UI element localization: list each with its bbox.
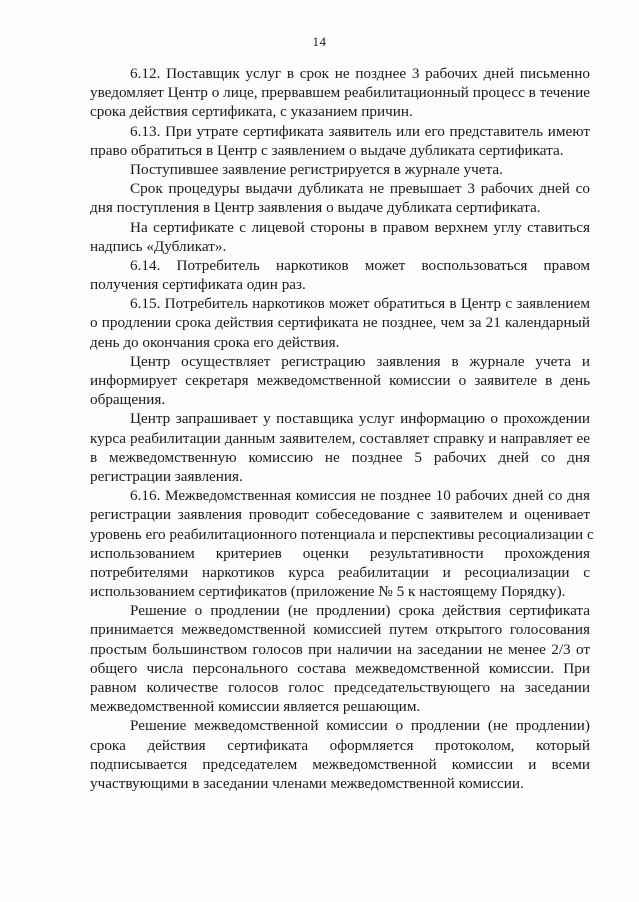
- text-line: 6.13. При утрате сертификата заявитель или его представитель имеют: [130, 122, 590, 140]
- text-line: уведомляет Центр о лице, прервавшем реабилитационный процесс в течение: [90, 84, 590, 102]
- text-line: день до окончания срока его действия.: [90, 333, 340, 351]
- text-line: дня поступления в Центр заявления о выдаче дубликата сертификата.: [90, 199, 541, 217]
- text-line: использованием сертификатов (приложение № 5 к настоящему Порядку).: [90, 583, 566, 601]
- text-line: Центр осуществляет регистрацию заявления в журнале учета и: [130, 352, 590, 370]
- text-line: Решение о продлении (не продлении) срока действия сертификата: [130, 602, 590, 620]
- text-line: 6.15. Потребитель наркотиков может обратиться в Центр с заявлением: [130, 295, 590, 313]
- text-line: принимается межведомственной комиссией путем открытого голосования: [90, 621, 590, 639]
- text-line: Срок процедуры выдачи дубликата не превышает 3 рабочих дней со: [130, 180, 590, 198]
- text-line: регистрации заявления проводит собеседование с заявителем и оценивает: [90, 506, 590, 524]
- text-line: уровень его реабилитационного потенциала и перспективы ресоциализации с: [90, 525, 594, 543]
- text-line: Решение межведомственной комиссии о продлении (не продлении): [130, 717, 590, 735]
- text-line: Поступившее заявление регистрируется в журнале учета.: [130, 160, 503, 178]
- text-line: равном количестве голосов голос председательствующего на заседании: [90, 679, 590, 696]
- text-line: о продлении срока действия сертификата не позднее, чем за 21 календарный: [90, 314, 590, 332]
- text-line: срока действия сертификата, с указанием причин.: [90, 103, 413, 121]
- text-line: обращения.: [90, 391, 166, 409]
- text-line: подписывается председателем межведомственной комиссии и всеми: [90, 755, 590, 773]
- text-line: участвующими в заседании членами межведомственной комиссии.: [90, 774, 524, 792]
- text-line: надпись «Дубликат».: [90, 237, 227, 255]
- page-number: 14: [312, 34, 327, 49]
- text-line: право обратиться в Центр с заявлением о выдаче дубликата сертификата.: [90, 141, 564, 159]
- text-line: информирует секретаря межведомственной комиссии о заявителе в день: [90, 372, 590, 389]
- text-line: потребителями наркотиков курса реабилитации и ресоциализации с: [90, 563, 590, 581]
- text-line: простым большинством голосов при наличии на заседании не менее 2/3 от: [90, 640, 590, 658]
- text-line: регистрации заявления.: [90, 467, 243, 485]
- document-body: [90, 64, 594, 793]
- text-line: 6.14. Потребитель наркотиков может воспользоваться правом: [130, 256, 590, 274]
- text-line: общего числа персонального состава межведомственной комиссии. При: [90, 659, 590, 677]
- text-line: срока действия сертификата оформляется протоколом, который: [90, 736, 590, 754]
- text-line: межведомственной комиссии является решающим.: [90, 698, 421, 716]
- text-line: курса реабилитации данным заявителем, составляет справку и направляет ее: [90, 429, 590, 447]
- text-line: На сертификате с лицевой стороны в правом верхнем углу ставиться: [130, 218, 590, 236]
- text-line: 6.12. Поставщик услуг в срок не позднее 3 рабочих дней письменно: [130, 65, 590, 82]
- text-line: Центр запрашивает у поставщика услуг информацию о прохождении: [130, 410, 590, 428]
- text-line: получения сертификата один раз.: [90, 276, 306, 294]
- text-line: использованием критериев оценки результативности прохождения: [90, 544, 590, 562]
- text-line: 6.16. Межведомственная комиссия не позднее 10 рабочих дней со дня: [130, 487, 590, 505]
- text-line: в межведомственную комиссию не позднее 5 рабочих дней со дня: [90, 448, 590, 466]
